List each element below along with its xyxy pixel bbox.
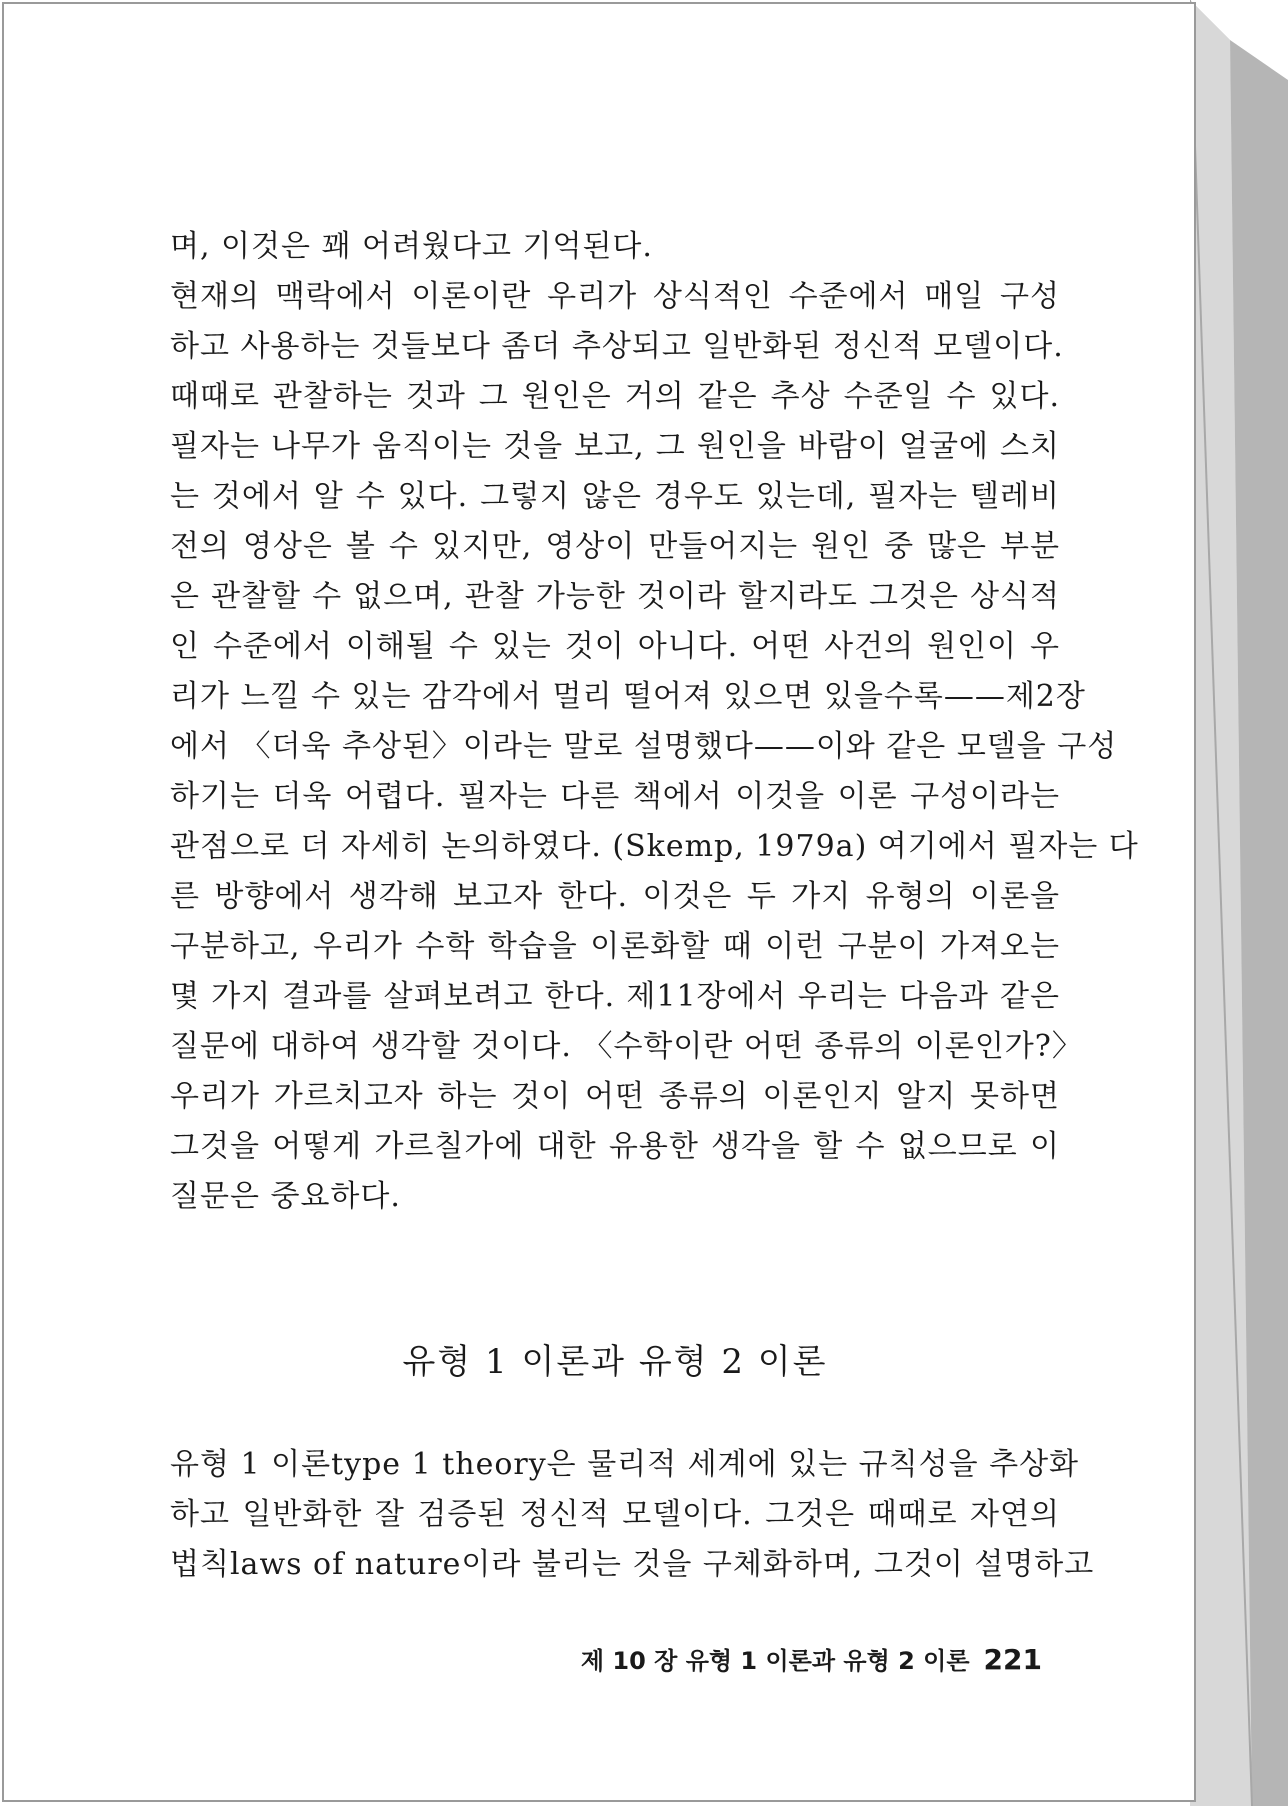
text-line: 그것을 어떻게 가르칠가에 대한 유용한 생각을 할 수 없으므로 이	[170, 1129, 1060, 1164]
book-page-edge	[1190, 0, 1288, 1806]
text-line: 리가 느낄 수 있는 감각에서 멀리 떨어져 있으면 있을수록——제2장	[170, 679, 1086, 714]
text-line: 는 것에서 알 수 있다. 그렇지 않은 경우도 있는데, 필자는 텔레비	[170, 479, 1060, 514]
text-line: 구분하고, 우리가 수학 학습을 이론화할 때 이런 구분이 가져오는	[170, 929, 1060, 964]
text-line: 우리가 가르치고자 하는 것이 어떤 종류의 이론인지 알지 못하면	[170, 1079, 1060, 1114]
text-line: 질문에 대하여 생각할 것이다. 〈수학이란 어떤 종류의 이론인가?〉	[170, 1029, 1083, 1064]
text-line: 필자는 나무가 움직이는 것을 보고, 그 원인을 바람이 얼굴에 스치	[170, 429, 1060, 464]
text-line: 법칙laws of nature이라 불리는 것을 구체화하며, 그것이 설명하고	[170, 1547, 1095, 1582]
text-line: 질문은 중요하다.	[170, 1179, 401, 1214]
body-text-bottom	[170, 1440, 1095, 1590]
section-heading: 유형 1 이론과 유형 2 이론	[402, 1342, 828, 1382]
text-line: 현재의 맥락에서 이론이란 우리가 상식적인 수준에서 매일 구성	[170, 279, 1060, 314]
text-line: 전의 영상은 볼 수 있지만, 영상이 만들어지는 원인 중 많은 부분	[170, 529, 1060, 564]
body-text-top	[170, 222, 1139, 1222]
page-number: 221	[983, 1643, 1042, 1676]
text-line: 하고 일반화한 잘 검증된 정신적 모델이다. 그것은 때때로 자연의	[170, 1497, 1060, 1532]
text-line: 며, 이것은 꽤 어려웠다고 기억된다.	[170, 229, 653, 264]
page-footer	[170, 1642, 1042, 1679]
text-line: 몇 가지 결과를 살펴보려고 한다. 제11장에서 우리는 다음과 같은	[170, 979, 1060, 1014]
text-line: 때때로 관찰하는 것과 그 원인은 거의 같은 추상 수준일 수 있다.	[170, 379, 1060, 414]
text-line: 은 관찰할 수 없으며, 관찰 가능한 것이라 할지라도 그것은 상식적	[170, 579, 1060, 614]
text-line: 에서 〈더욱 추상된〉이라는 말로 설명했다——이와 같은 모델을 구성	[170, 729, 1118, 764]
text-line: 인 수준에서 이해될 수 있는 것이 아니다. 어떤 사건의 원인이 우	[170, 629, 1060, 664]
text-line: 유형 1 이론type 1 theory은 물리적 세계에 있는 규칙성을 추상화	[170, 1447, 1080, 1482]
text-line: 하기는 더욱 어렵다. 필자는 다른 책에서 이것을 이론 구성이라는	[170, 779, 1060, 814]
text-line: 른 방향에서 생각해 보고자 한다. 이것은 두 가지 유형의 이론을	[170, 879, 1060, 914]
text-line: 관점으로 더 자세히 논의하였다. (Skemp, 1979a) 여기에서 필자는 다	[170, 829, 1139, 864]
text-line: 하고 사용하는 것들보다 좀더 추상되고 일반화된 정신적 모델이다.	[170, 329, 1064, 364]
running-head: 제 10 장 유형 1 이론과 유형 2 이론	[580, 1647, 970, 1675]
